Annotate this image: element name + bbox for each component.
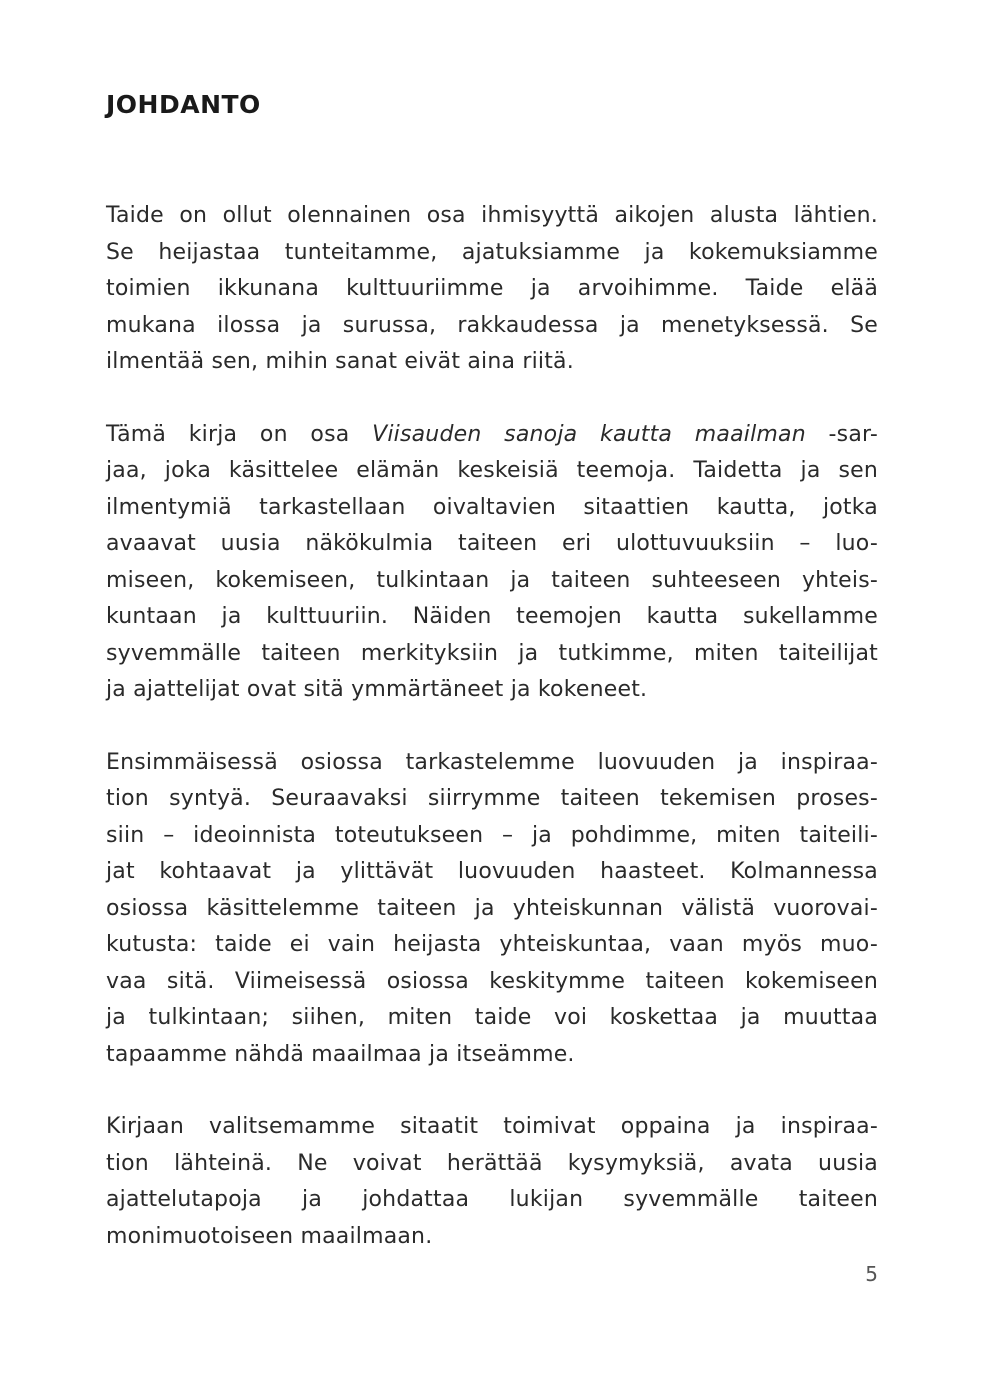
text-line: vaa sitä. Viimeisessä osiossa keskitymme taiteen kokemiseen [106, 968, 878, 994]
text-line: Kirjaan valitsemamme sitaatit toimivat oppaina ja inspiraa- [106, 1114, 878, 1139]
paragraph-1 [106, 198, 878, 381]
text-line: ilmentää sen, mihin sanat eivät aina riitä. [106, 349, 574, 374]
text-line: mukana ilossa ja surussa, rakkaudessa ja menetyksessä. Se [106, 312, 878, 338]
text-line: syvemmälle taiteen merkityksiin ja tutkimme, miten taiteilijat [106, 640, 878, 666]
text-line [106, 417, 878, 454]
text-line: avaavat uusia näkökulmia taiteen eri ulottuvuuksiin – luo- [106, 531, 878, 556]
paragraph-2 [106, 417, 878, 709]
text-line: monimuotoiseen maailmaan. [106, 1223, 433, 1249]
text-line: kuntaan ja kulttuuriin. Näiden teemojen kautta sukellamme [106, 604, 878, 629]
text-line: tapaamme nähdä maailmaa ja itseämme. [106, 1041, 575, 1067]
text-line: osiossa käsittelemme taiteen ja yhteiskunnan välistä vuorovai- [106, 895, 878, 921]
paragraph-3 [106, 745, 878, 1074]
series-title: Viisauden sanoja kautta maailman [372, 421, 806, 447]
paragraph-4 [106, 1109, 878, 1255]
text-line: toimien ikkunana kulttuuriimme ja arvoihimme. Taide elää [106, 276, 878, 301]
text-line: Se heijastaa tunteitamme, ajatuksiamme ja kokemuksiamme [106, 239, 878, 265]
text-line: jat kohtaavat ja ylittävät luovuuden haasteet. Kolmannessa [106, 859, 878, 884]
body-text [106, 198, 878, 1291]
text-line: siin – ideoinnista toteutukseen – ja pohdimme, miten taiteili- [106, 822, 878, 848]
text-run: -sar- [805, 421, 878, 447]
text-line: kutusta: taide ei vain heijasta yhteiskuntaa, vaan myös muo- [106, 932, 878, 957]
text-line: tion lähteinä. Ne voivat herättää kysymyksiä, avata uusia [106, 1150, 878, 1176]
page-number: 5 [865, 1262, 878, 1286]
text-line: tion syntyä. Seuraavaksi siirrymme taiteen tekemisen proses- [106, 786, 878, 811]
text-line: Taide on ollut olennainen osa ihmisyyttä aikojen alusta lähtien. [106, 203, 878, 228]
text-run: Tämä kirja on osa [106, 421, 373, 447]
text-line: miseen, kokemiseen, tulkintaan ja taiteen suhteeseen yhteis- [106, 567, 878, 593]
text-line: ja tulkintaan; siihen, miten taide voi koskettaa ja muuttaa [106, 1005, 878, 1030]
text-line: Ensimmäisessä osiossa tarkastelemme luovuuden ja inspiraa- [106, 749, 878, 775]
text-line: ilmentymiä tarkastellaan oivaltavien sitaattien kautta, jotka [106, 494, 878, 520]
chapter-heading: JOHDANTO [106, 90, 261, 119]
text-line: ja ajattelijat ovat sitä ymmärtäneet ja kokeneet. [106, 677, 648, 702]
text-line: jaa, joka käsittelee elämän keskeisiä teemoja. Taidetta ja sen [106, 458, 878, 483]
text-line: ajattelutapoja ja johdattaa lukijan syvemmälle taiteen [106, 1187, 878, 1212]
